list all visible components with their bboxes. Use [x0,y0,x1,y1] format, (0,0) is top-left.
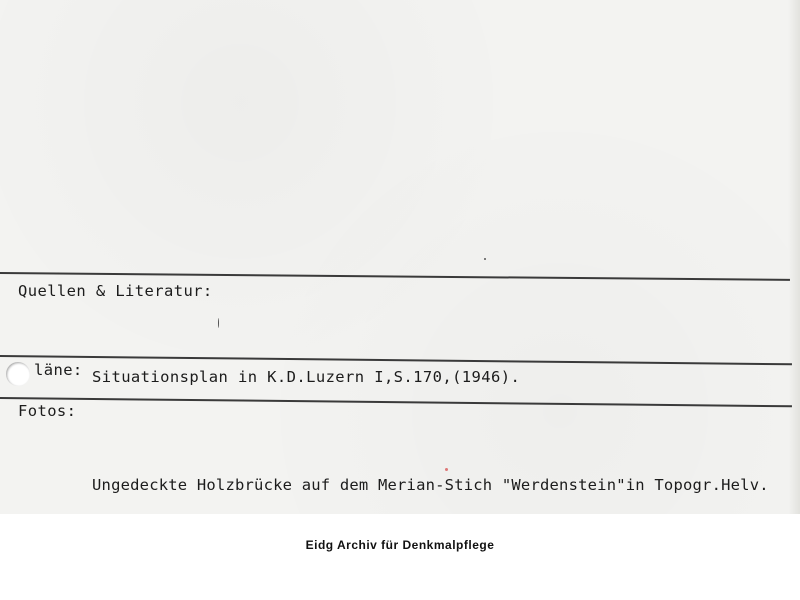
card-note: Ungedeckte Holzbrücke auf dem Merian-Stich "Werdenstein"in Topogr.Helv. [92,476,769,494]
archive-caption: Eidg Archiv für Denkmalpflege [305,538,495,552]
photos-label: Fotos: [18,402,77,420]
ink-speck [445,468,448,471]
plans-label: läne: [34,361,83,379]
ink-speck [218,318,219,328]
divider-line [0,397,792,407]
plans-value: Situationsplan in K.D.Luzern I,S.170,(1946). [92,368,521,386]
divider-line [0,355,792,365]
punch-hole [6,362,30,386]
ink-speck [484,258,486,260]
divider-line [0,272,790,280]
sources-label: Quellen & Literatur: [18,282,213,300]
card-edge-shadow [788,0,800,514]
